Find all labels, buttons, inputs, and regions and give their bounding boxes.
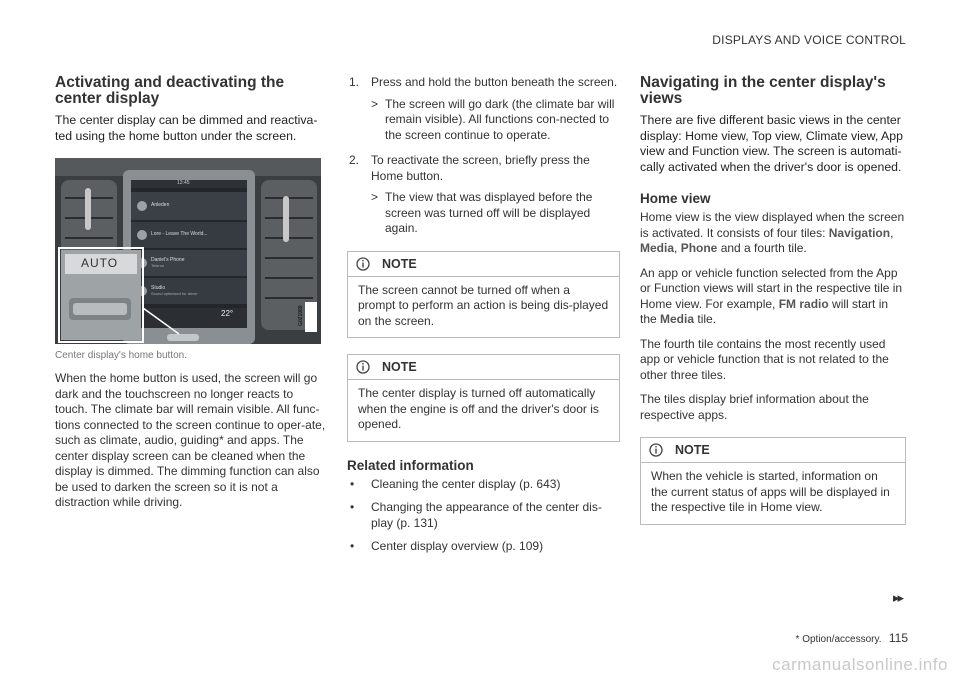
related-link-text: Cleaning the center display (p. 643)	[371, 476, 561, 491]
result-text: The screen will go dark (the climate bar will remain visible). All functions con-nected to the screen continue to operate.	[385, 96, 615, 142]
text-run: An app or vehicle function selected from the App or Function views will start in the respective tile in Home view. For example,	[640, 265, 903, 311]
result-marker: >	[371, 190, 379, 204]
screen-temp: 22°	[221, 309, 234, 318]
intro-paragraph: There are five different basic views in the center display: Home view, Top view, Climate view, App view and Function view. The screen is automati-cally activated when the driver's door is opened.	[640, 113, 903, 174]
tile-1-label: Anleden	[151, 202, 170, 208]
tile-3-sub: Telenor	[151, 263, 165, 268]
note-title: NOTE	[382, 360, 417, 374]
step-text: Press and hold the button beneath the screen.	[371, 75, 618, 89]
step-result	[371, 97, 620, 144]
home-view-paragraph	[640, 210, 906, 257]
heading-activating: Activating and deactivating the center display	[55, 74, 285, 107]
related-link[interactable]	[347, 500, 620, 531]
bullet: •	[350, 500, 355, 514]
related-link[interactable]	[347, 539, 620, 555]
tiles-info-paragraph: The tiles display brief information about the respective apps.	[640, 392, 869, 422]
page-number: 115	[888, 631, 908, 645]
text-run: will start in the	[640, 296, 889, 326]
note-header	[348, 252, 619, 277]
result-text: The view that was displayed before the screen was turned off will be displayed again.	[385, 190, 593, 235]
step-text: To reactivate the screen, briefly press the Home button.	[371, 153, 590, 183]
note-text: The screen cannot be turned off when a prompt to perform an action is being dis-played on the screen.	[358, 282, 609, 328]
related-info-heading: Related information	[347, 457, 474, 473]
heading-home-view: Home view	[640, 191, 711, 206]
heading-navigating: Navigating in the center display's views	[640, 74, 886, 107]
info-icon	[356, 257, 370, 271]
tile-3-label: Daniel's Phone	[151, 257, 185, 263]
related-link-text: Changing the appearance of the center dis-play (p. 131)	[371, 500, 602, 530]
text-run: and a fourth tile.	[717, 241, 807, 255]
note-title: NOTE	[675, 443, 710, 457]
note-box	[347, 354, 620, 442]
column-3	[640, 75, 906, 541]
bullet: •	[350, 539, 355, 553]
note-header	[348, 355, 619, 380]
screen-time: 13:45	[177, 180, 190, 186]
watermark: carmanualsonline.info	[772, 655, 948, 674]
app-start-paragraph	[640, 266, 906, 328]
tile-4-sub: Sound optimised for driver	[151, 291, 198, 296]
step-item	[347, 75, 620, 143]
body-paragraph: When the home button is used, the screen will go dark and the touchscreen no longer reacts to touch. The climate bar will remain visible. All func-tions connected to the screen continue to oper-ate, such as climate, audio, guiding* and apps. The center display screen can be cleaned when the display is dimmed. The dimming function can also be used to darken the screen so it is not a distraction while driving.	[55, 371, 326, 509]
fourth-tile-paragraph: The fourth tile contains the most recently used app or vehicle function that is not related to the other three tiles.	[640, 336, 889, 382]
tile-name-phone: Phone	[680, 241, 718, 255]
step-result	[371, 190, 620, 237]
note-text: When the vehicle is started, information on the current status of apps will be displayed in the respective tile in Home view.	[651, 469, 890, 514]
tile-4-label: Studio	[151, 285, 166, 291]
text-run: ,	[890, 225, 894, 240]
note-box	[347, 251, 620, 339]
center-display-photo	[55, 158, 321, 344]
text-run: tile.	[694, 312, 717, 326]
note-header	[641, 438, 905, 463]
text-run: ,	[674, 241, 681, 255]
related-link-text: Center display overview (p. 109)	[371, 539, 544, 553]
tile-2-label: Lore - Leave The World...	[151, 231, 208, 237]
fm-radio-term: FM radio	[778, 296, 829, 311]
page-footer	[796, 631, 908, 645]
column-2	[347, 75, 620, 563]
image-caption: Center display's home button.	[55, 350, 187, 361]
result-marker: >	[371, 96, 379, 111]
step-number: 1.	[349, 75, 360, 89]
section-header: DISPLAYS AND VOICE CONTROL	[712, 33, 906, 47]
column-1	[55, 75, 328, 520]
auto-button-label: AUTO	[81, 256, 119, 270]
info-icon	[649, 443, 663, 457]
note-title: NOTE	[382, 256, 417, 271]
tile-name-media: Media	[640, 241, 675, 255]
text-run: Home view is the view displayed when the screen is activated. It consists of four tiles:	[640, 210, 905, 240]
info-icon	[356, 360, 370, 374]
bullet: •	[350, 476, 355, 491]
related-link[interactable]	[347, 477, 620, 493]
intro-paragraph: The center display can be dimmed and reactiva-ted using the home button under the screen.	[55, 113, 318, 143]
image-code: G021989	[298, 305, 304, 326]
tile-name-navigation: Navigation	[828, 225, 891, 240]
option-note: * Option/accessory.	[795, 634, 882, 645]
step-item	[347, 153, 620, 237]
steps-list	[347, 75, 620, 237]
note-box	[640, 437, 906, 525]
next-page-arrows[interactable]: ▸▸	[893, 590, 903, 605]
note-text: The center display is turned off automatically when the engine is off and the driver's door is opened.	[358, 386, 599, 431]
tile-name-media: Media	[660, 312, 695, 326]
step-number: 2.	[349, 153, 360, 167]
